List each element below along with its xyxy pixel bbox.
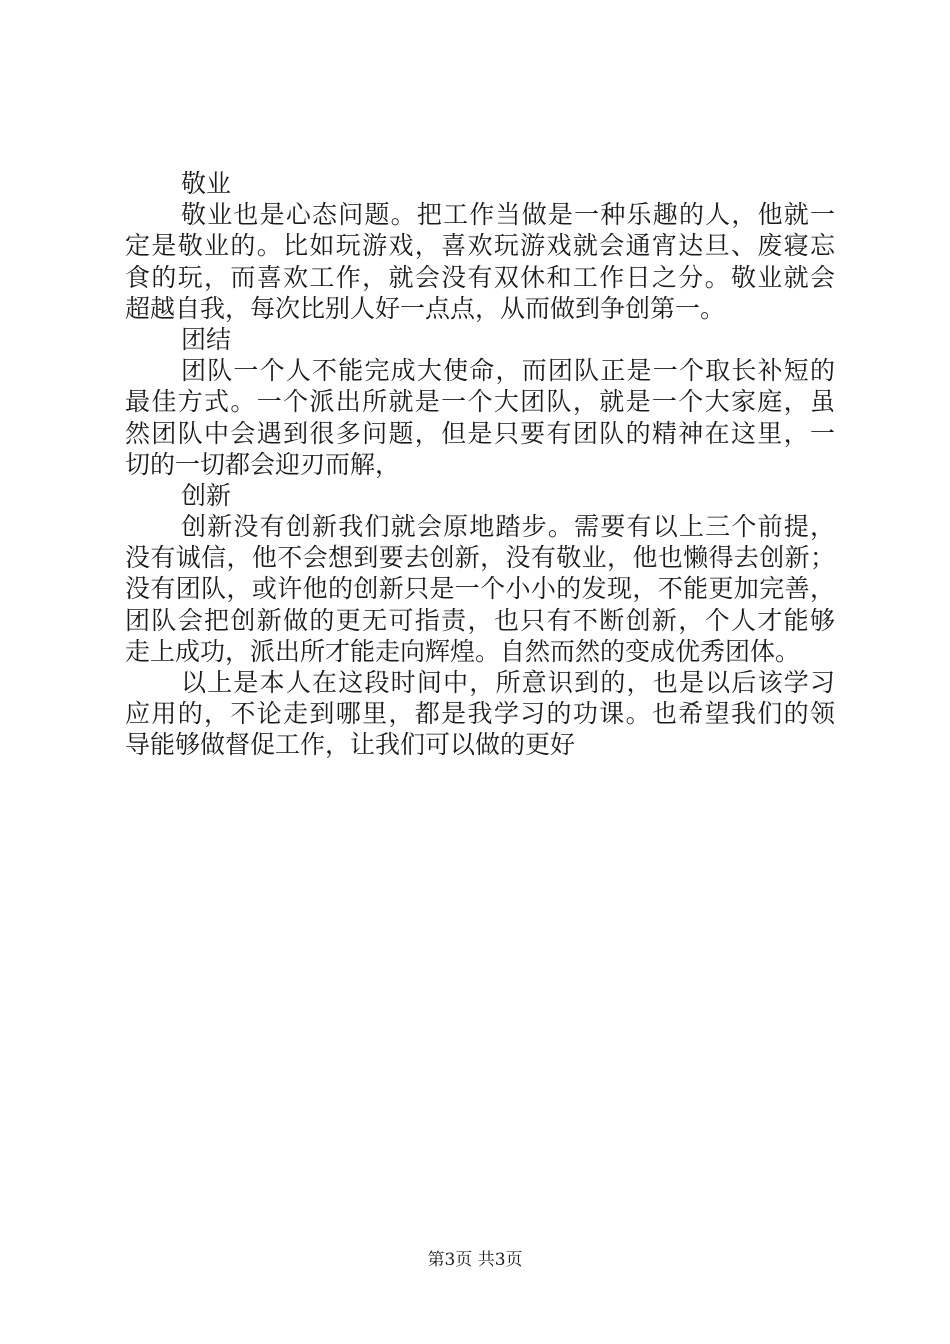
text-line: 然团队中会遇到很多问题，但是只要有团队的精神在这里，一: [125, 418, 835, 448]
text-line: 走上成功，派出所才能走向辉煌。自然而然的变成优秀团体。: [125, 636, 801, 666]
text-line: 定是敬业的。比如玩游戏，喜欢玩游戏就会通宵达旦、废寝忘: [125, 231, 835, 261]
text-line: 团结: [181, 324, 232, 354]
page-total: 共3页: [477, 1250, 523, 1270]
text-line: 敬业: [181, 169, 232, 198]
text-line: 创新没有创新我们就会原地踏步。需要有以上三个前提，: [181, 512, 835, 542]
text-line: 没有团队，或许他的创新只是一个小小的发现，不能更加完善，: [125, 574, 835, 604]
text-line: 团队一个人不能完成大使命，而团队正是一个取长补短的: [181, 356, 835, 386]
text-line: 以上是本人在这段时间中，所意识到的，也是以后该学习: [181, 668, 835, 697]
text-line: 敬业也是心态问题。把工作当做是一种乐趣的人，他就一: [181, 200, 835, 230]
text-line: 超越自我，每次比别人好一点点，从而做到争创第一。: [125, 293, 726, 323]
text-line: 食的玩，而喜欢工作，就会没有双休和工作日之分。敬业就会: [125, 262, 835, 292]
page-number: 第3页: [427, 1250, 473, 1270]
document-body: [125, 168, 835, 761]
text-line: 没有诚信，他不会想到要去创新，没有敬业，他也懒得去创新；: [125, 543, 835, 573]
page-footer: [0, 1245, 950, 1270]
text-line: 应用的，不论走到哪里，都是我学习的功课。也希望我们的领: [125, 699, 835, 729]
text-line: 团队会把创新做的更无可指责，也只有不断创新，个人才能够: [125, 605, 835, 635]
text-line: 导能够做督促工作，让我们可以做的更好: [125, 730, 576, 760]
text-line: 最佳方式。一个派出所就是一个大团队，就是一个大家庭，虽: [125, 387, 835, 417]
text-line: 切的一切都会迎刃而解，: [125, 449, 401, 479]
text-line: 创新: [181, 480, 232, 510]
